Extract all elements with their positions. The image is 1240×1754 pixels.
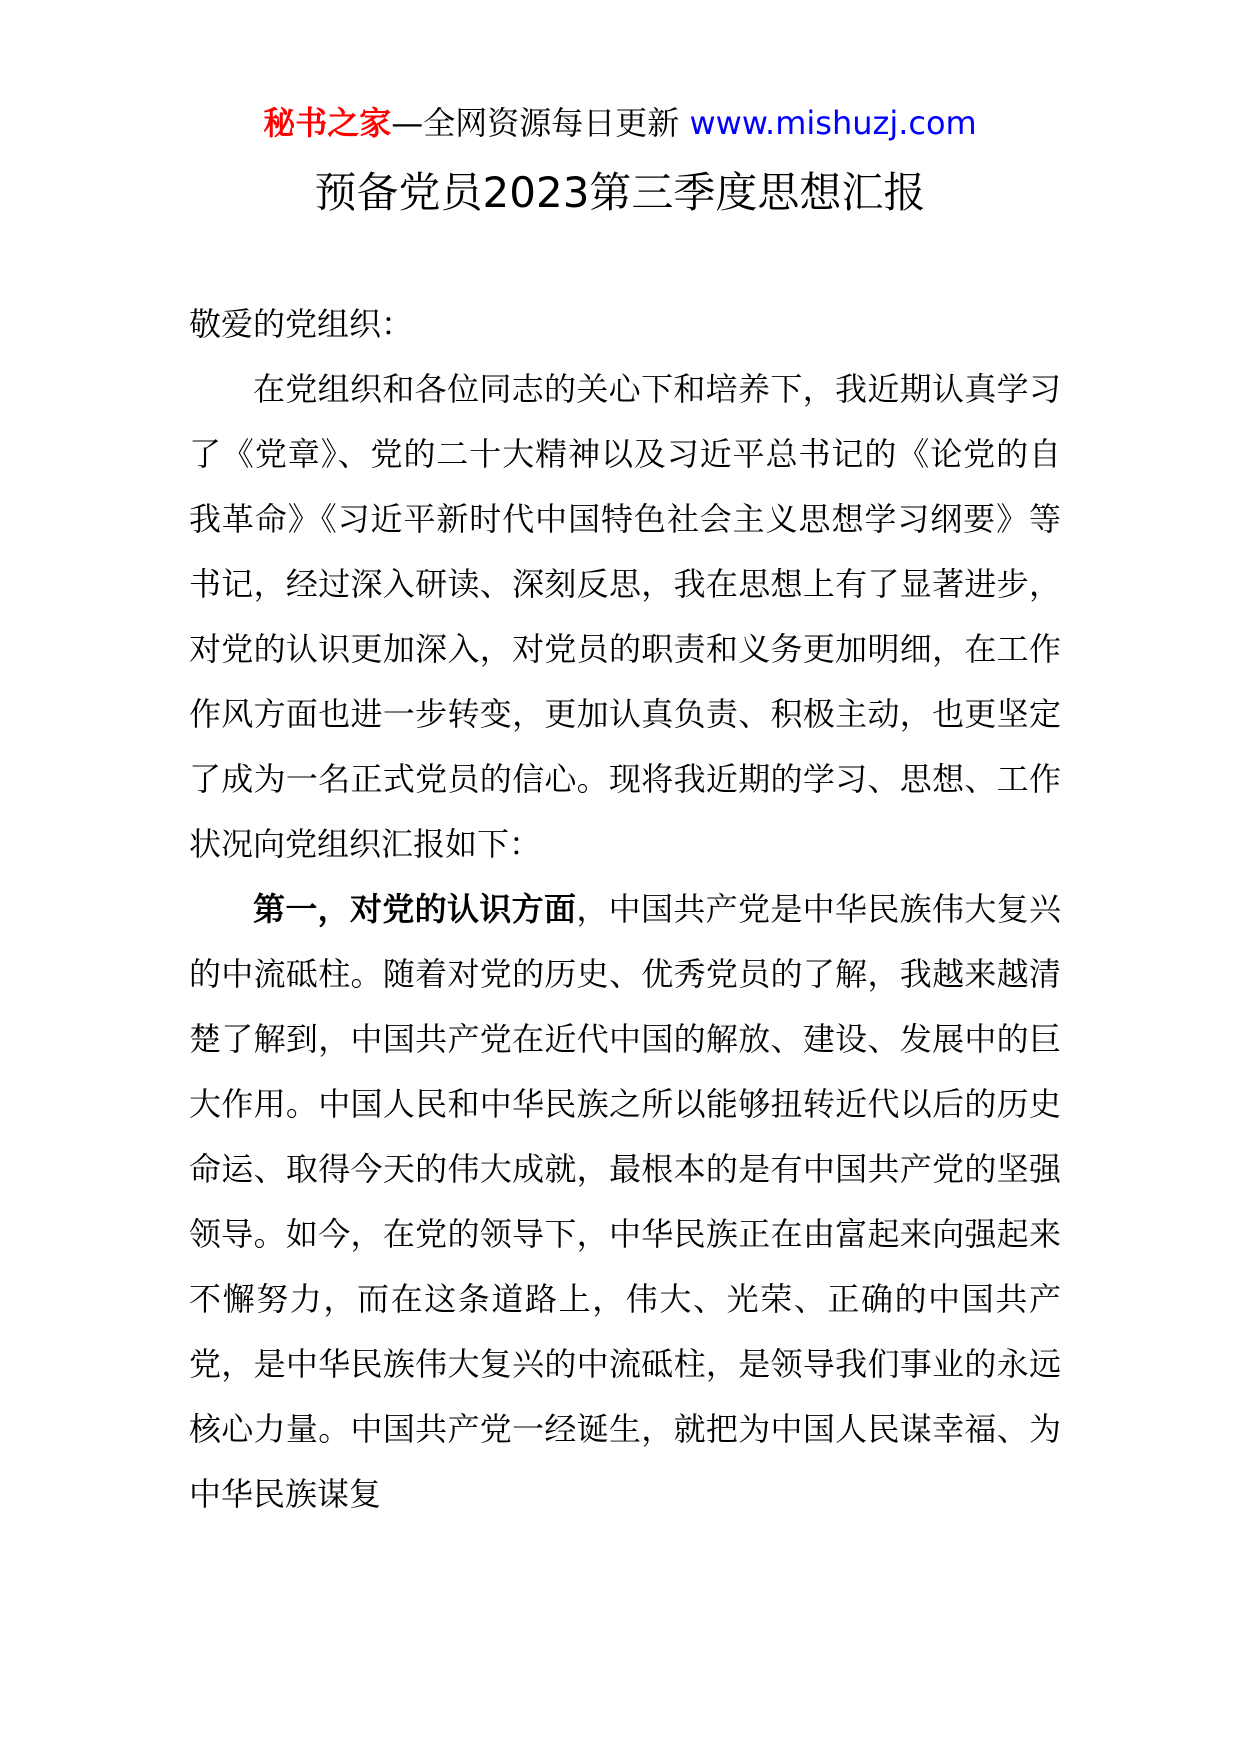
intro-paragraph: 在党组织和各位同志的关心下和培养下，我近期认真学习了《党章》、党的二十大精神以及习近平总书记的《论党的自我革命》《习近平新时代中国特色社会主义思想学习纲要》等书记，经过深入研读、深刻反思，我在思想上有了显著进步，对党的认识更加深入，对党员的职责和义务更加明细，在工作作风方面也进一步转变，更加认真负责、积极主动，也更坚定了成为一名正式党员的信心。现将我近期的学习、思想、工作状况向党组织汇报如下： (189, 370, 1061, 863)
site-header (0, 101, 1240, 145)
section-one-text: ，中国共产党是中华民族伟大复兴的中流砥柱。随着对党的历史、优秀党员的了解，我越来越清楚了解到，中国共产党在近代中国的解放、建设、发展中的巨大作用。中国人民和中华民族之所以能够扭转近代以后的历史命运、取得今天的伟大成就，最根本的是有中国共产党的坚强领导。如今，在党的领导下，中华民族正在由富起来向强起来不懈努力，而在这条道路上，伟大、光荣、正确的中国共产党，是中华民族伟大复兴的中流砥柱，是领导我们事业的永远核心力量。中国共产党一经诞生，就把为中国人民谋幸福、为中华民族谋复 (189, 890, 1061, 1513)
brand-name: 秘书之家 (263, 104, 392, 142)
salutation: 敬爱的党组织： (189, 305, 414, 343)
site-url-link[interactable]: www.mishuzj.com (689, 104, 977, 142)
document-body (189, 292, 1061, 1527)
document-title: 预备党员2023第三季度思想汇报 (314, 168, 926, 217)
section-one-paragraph (189, 877, 1061, 1527)
section-one-heading: 第一，对党的认识方面 (253, 890, 577, 928)
site-tagline: —全网资源每日更新 (391, 104, 690, 142)
